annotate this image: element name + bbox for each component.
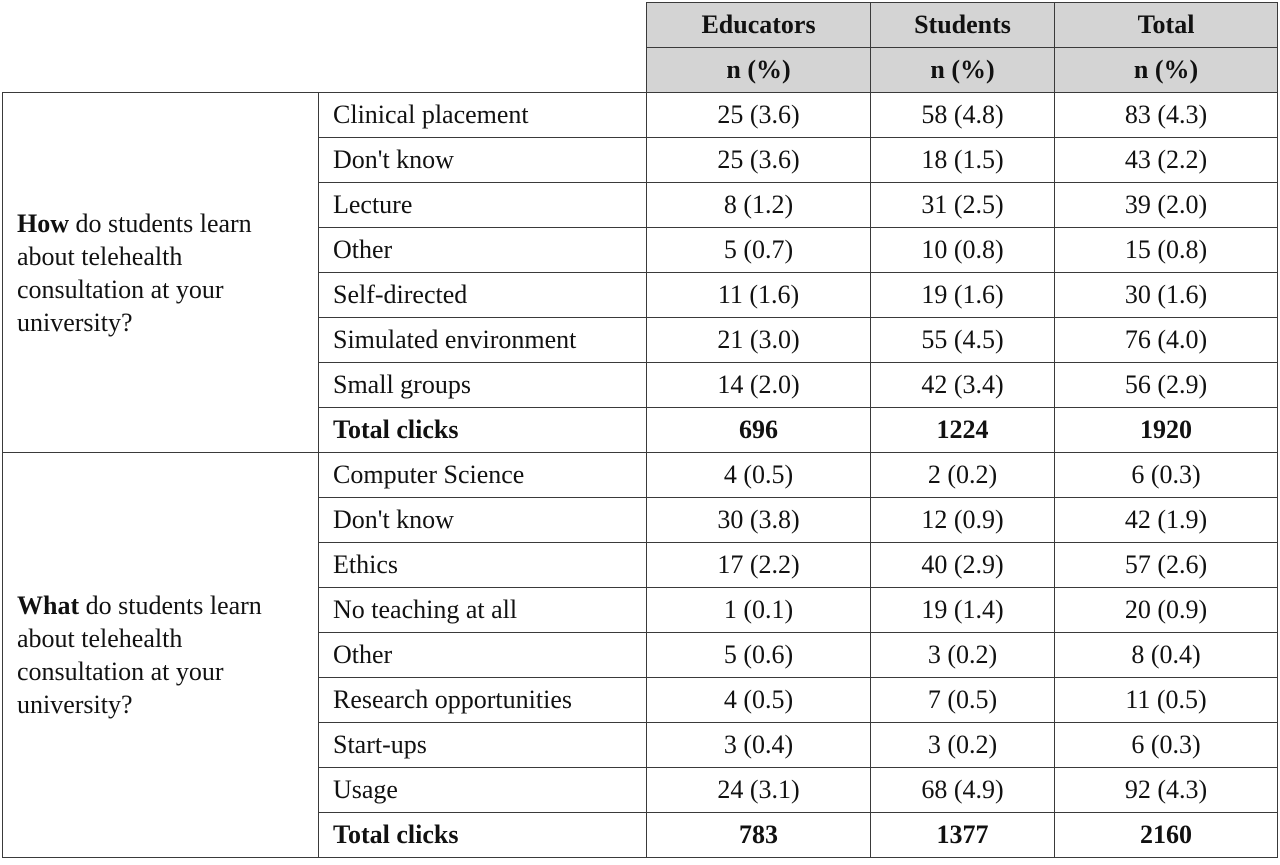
educators-value: 25 (3.6) — [647, 138, 871, 183]
educators-total: 783 — [647, 813, 871, 858]
educators-value: 5 (0.6) — [647, 633, 871, 678]
educators-value: 24 (3.1) — [647, 768, 871, 813]
students-value: 7 (0.5) — [871, 678, 1055, 723]
total-value: 83 (4.3) — [1055, 93, 1278, 138]
total-row-label: Total clicks — [319, 813, 647, 858]
row-label: Lecture — [319, 183, 647, 228]
subheader-n-percent: n (%) — [647, 48, 871, 93]
total-value: 57 (2.6) — [1055, 543, 1278, 588]
students-value: 19 (1.6) — [871, 273, 1055, 318]
total-value: 39 (2.0) — [1055, 183, 1278, 228]
telehealth-learning-table — [2, 2, 1278, 858]
students-value: 3 (0.2) — [871, 723, 1055, 768]
row-label: Clinical placement — [319, 93, 647, 138]
total-value: 30 (1.6) — [1055, 273, 1278, 318]
row-label: Self-directed — [319, 273, 647, 318]
students-value: 10 (0.8) — [871, 228, 1055, 273]
column-header-students: Students — [871, 3, 1055, 48]
educators-value: 5 (0.7) — [647, 228, 871, 273]
students-value: 68 (4.9) — [871, 768, 1055, 813]
students-total: 1377 — [871, 813, 1055, 858]
question-text: do students learn about telehealth consultation at your university? — [17, 208, 252, 337]
row-label: Computer Science — [319, 453, 647, 498]
row-label: No teaching at all — [319, 588, 647, 633]
total-value: 43 (2.2) — [1055, 138, 1278, 183]
educators-value: 8 (1.2) — [647, 183, 871, 228]
students-value: 42 (3.4) — [871, 363, 1055, 408]
row-label: Usage — [319, 768, 647, 813]
educators-value: 21 (3.0) — [647, 318, 871, 363]
educators-value: 4 (0.5) — [647, 678, 871, 723]
educators-value: 17 (2.2) — [647, 543, 871, 588]
row-label: Don't know — [319, 498, 647, 543]
row-label: Other — [319, 633, 647, 678]
row-label: Ethics — [319, 543, 647, 588]
subheader-n-percent: n (%) — [1055, 48, 1278, 93]
total-value: 11 (0.5) — [1055, 678, 1278, 723]
total-value: 15 (0.8) — [1055, 228, 1278, 273]
question-cell — [3, 93, 319, 453]
students-value: 12 (0.9) — [871, 498, 1055, 543]
question-keyword: How — [17, 208, 69, 238]
header-row — [3, 3, 1278, 48]
students-total: 1224 — [871, 408, 1055, 453]
students-value: 55 (4.5) — [871, 318, 1055, 363]
students-value: 2 (0.2) — [871, 453, 1055, 498]
row-label: Research opportunities — [319, 678, 647, 723]
total-row-label: Total clicks — [319, 408, 647, 453]
row-label: Don't know — [319, 138, 647, 183]
educators-value: 1 (0.1) — [647, 588, 871, 633]
students-value: 58 (4.8) — [871, 93, 1055, 138]
total-value: 42 (1.9) — [1055, 498, 1278, 543]
row-label: Start-ups — [319, 723, 647, 768]
educators-value: 3 (0.4) — [647, 723, 871, 768]
column-header-educators: Educators — [647, 3, 871, 48]
educators-value: 25 (3.6) — [647, 93, 871, 138]
header-blank-cell — [3, 3, 647, 93]
students-value: 40 (2.9) — [871, 543, 1055, 588]
grand-total: 2160 — [1055, 813, 1278, 858]
column-header-total: Total — [1055, 3, 1278, 48]
total-value: 8 (0.4) — [1055, 633, 1278, 678]
row-label: Other — [319, 228, 647, 273]
total-value: 76 (4.0) — [1055, 318, 1278, 363]
row-label: Simulated environment — [319, 318, 647, 363]
educators-value: 11 (1.6) — [647, 273, 871, 318]
total-value: 6 (0.3) — [1055, 723, 1278, 768]
students-value: 31 (2.5) — [871, 183, 1055, 228]
students-value: 18 (1.5) — [871, 138, 1055, 183]
grand-total: 1920 — [1055, 408, 1278, 453]
educators-value: 30 (3.8) — [647, 498, 871, 543]
subheader-n-percent: n (%) — [871, 48, 1055, 93]
educators-value: 4 (0.5) — [647, 453, 871, 498]
question-text: do students learn about telehealth consultation at your university? — [17, 591, 262, 719]
educators-value: 14 (2.0) — [647, 363, 871, 408]
row-label: Small groups — [319, 363, 647, 408]
table-row — [3, 93, 1278, 138]
students-value: 3 (0.2) — [871, 633, 1055, 678]
total-value: 92 (4.3) — [1055, 768, 1278, 813]
question-keyword: What — [17, 591, 80, 620]
table-row — [3, 453, 1278, 498]
educators-total: 696 — [647, 408, 871, 453]
question-cell — [3, 453, 319, 858]
students-value: 19 (1.4) — [871, 588, 1055, 633]
total-value: 56 (2.9) — [1055, 363, 1278, 408]
total-value: 6 (0.3) — [1055, 453, 1278, 498]
total-value: 20 (0.9) — [1055, 588, 1278, 633]
